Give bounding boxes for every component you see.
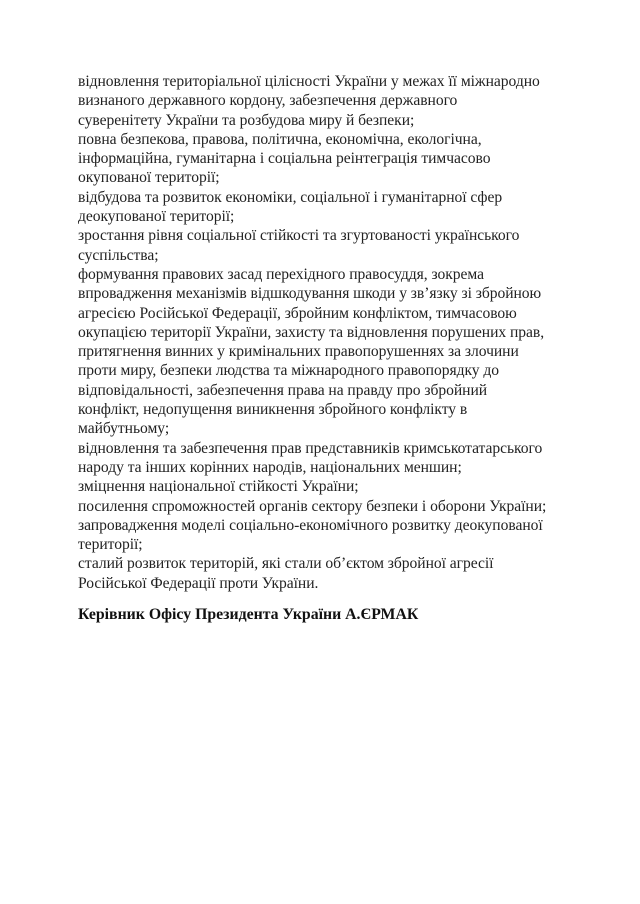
text-line: притягнення винних у кримінальних правопорушеннях за злочини <box>78 343 519 361</box>
text-line: Російської Федерації проти України. <box>78 574 319 592</box>
text-line: окупованої території; <box>78 169 220 187</box>
text-line: народу та інших корінних народів, національних меншин; <box>78 458 462 476</box>
text-line: відновлення територіальної цілісності України у межах її міжнародно <box>78 73 540 90</box>
text-line: посилення спроможностей органів сектору безпеки і оборони України; <box>78 497 547 515</box>
text-line: деокупованої території; <box>78 208 235 226</box>
text-line: суверенітету України та розбудова миру й безпеки; <box>78 111 415 129</box>
text-line: проти миру, безпеки людства та міжнародного правопорядку до <box>78 362 499 380</box>
text-line: відповідальності, забезпечення права на правду про збройний <box>78 381 488 399</box>
text-line: відбудова та розвиток економіки, соціальної і гуманітарної сфер <box>78 188 503 206</box>
text-line: майбутньому; <box>78 420 170 438</box>
text-line: конфлікт, недопущення виникнення збройного конфлікту в <box>78 401 468 419</box>
text-line: визнаного державного кордону, забезпечення державного <box>78 92 458 110</box>
text-line: інформаційна, гуманітарна і соціальна реінтеграція тимчасово <box>78 150 491 168</box>
document-body <box>78 72 578 593</box>
text-line: окупацією території України, захисту та відновлення порушених прав, <box>78 323 545 341</box>
text-line: відновлення та забезпечення прав представників кримськотатарського <box>78 439 543 457</box>
text-line: впровадження механізмів відшкодування шкоди у зв’язку зі збройною <box>78 285 542 303</box>
text-line: зміцнення національної стійкості України; <box>78 478 359 496</box>
signature-line: Керівник Офісу Президента України А.ЄРМАК <box>78 606 419 623</box>
text-line: запровадження моделі соціально-економічного розвитку деокупованої <box>78 516 543 534</box>
text-line: сталий розвиток територій, які стали об’єктом збройної агресії <box>78 555 494 573</box>
text-line: території; <box>78 536 143 554</box>
text-line: зростання рівня соціальної стійкості та згуртованості українського <box>78 227 520 245</box>
text-line: агресією Російської Федерації, збройним конфліктом, тимчасовою <box>78 304 517 322</box>
text-line: суспільства; <box>78 246 159 264</box>
text-line: повна безпекова, правова, політична, економічна, екологічна, <box>78 130 482 148</box>
text-line: формування правових засад перехідного правосуддя, зокрема <box>78 265 484 283</box>
